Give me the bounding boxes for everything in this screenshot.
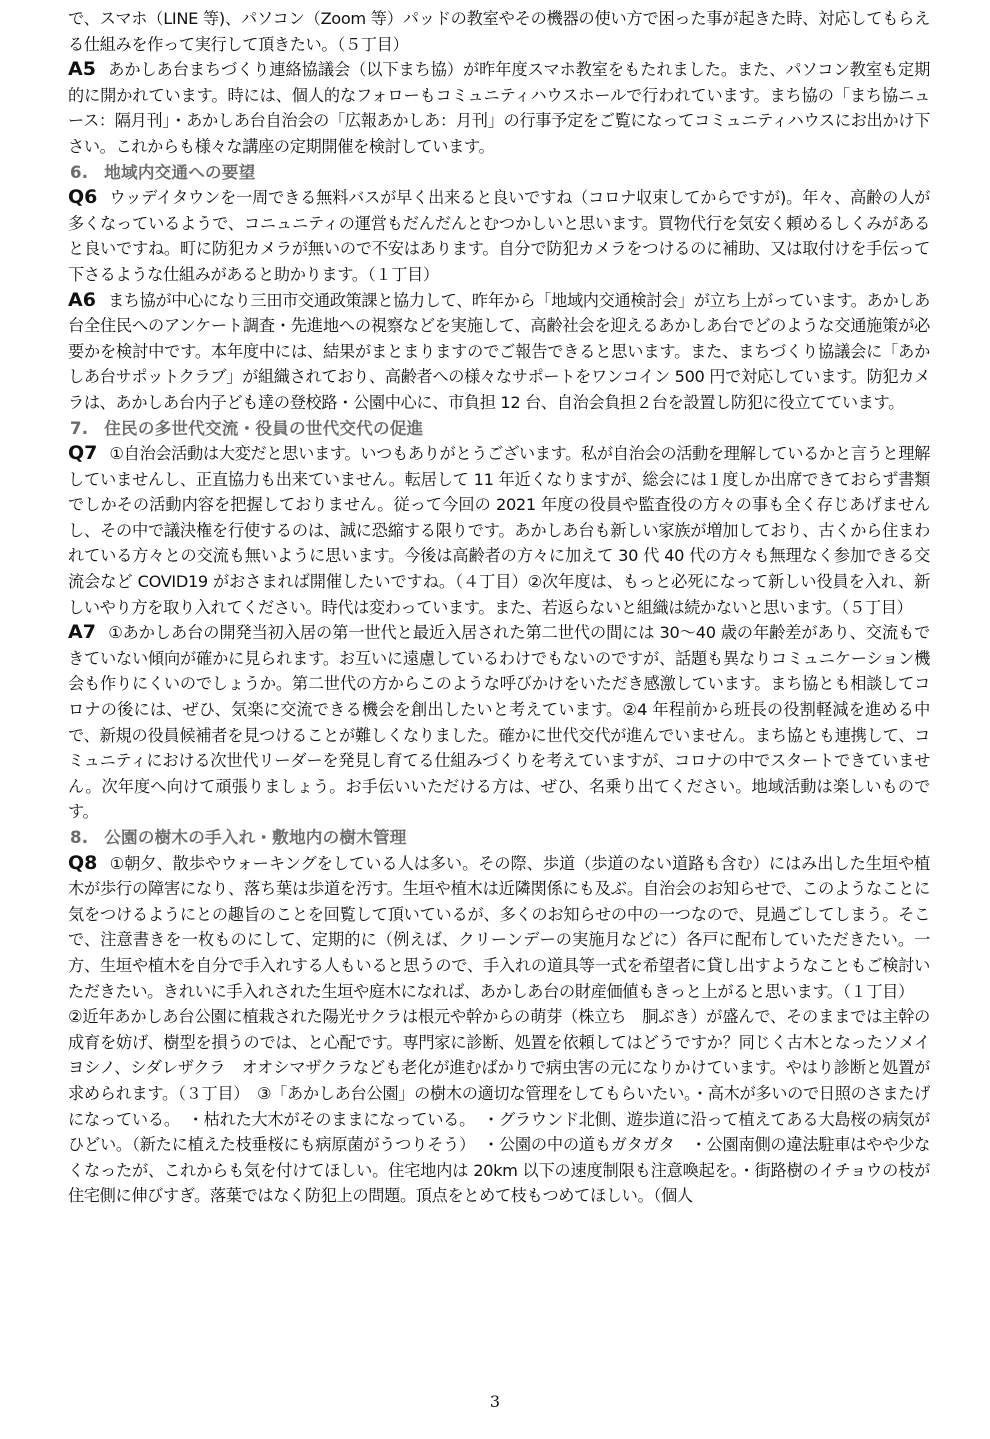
- answer-text: まち協が中心になり三田市交通政策課と協力して、昨年から「地域内交通検討会」が立ち上がっています。あかしあ台全住民へのアンケート調査・先進地への視察などを実施して、高齢社会を迎えるあかしあ台でどのような交通施策が必要かを検討中です。本年度中には、結果がまとまりますのでご報告できると思います。また、まちづくり協議会に「あかしあ台サポットクラブ」が組織されており、高齢者への様々なサポートをワンコイン 500 円で対応しています。防犯カメラは、あかしあ台内子ども達の登校路・公園中心に、市負担 12 台、自治会負担２台を設置し防犯に役立てています。: [68, 290, 930, 412]
- answer-label: A5: [68, 58, 96, 81]
- document-body: [68, 6, 930, 1209]
- answer-text: ①あかしあ台の開発当初入居の第一世代と最近入居された第二世代の間には 30〜40 歳の年齢差があり、交流もできていない傾向が確かに見られます。お互いに遠慮しているわけでもないのですが、話題も異なりコミュニケーション機会も作りにくいのでしょうか。第二世代の方からこのような呼びかけをいただき感激しています。まち協とも相談してコロナの後には、ぜひ、気楽に交流できる機会を創出したいと考えています。②4 年程前から班長の役割軽減を進める中で、新規の役員候補者を見つけることが難しくなりました。確かに世代交代が進んでいません。まち協とも連携して、コミュニティにおける次世代リーダーを発見し育てる仕組みづくりを考えていますが、コロナの中でスタートできていません。次年度へ向けて頑張りましょう。お手伝いいただける方は、ぜひ、名乗り出てください。地域活動は楽しいものです。: [68, 623, 930, 822]
- question-q8: [68, 851, 930, 1005]
- section-number: 7.: [70, 418, 89, 438]
- section-number: 6.: [70, 162, 89, 182]
- question-text: ①自治会活動は大変だと思います。いつもありがとうございます。私が自治会の活動を理解しているかと言うと理解していませんし、正直協力も出来ていません。転居して 11 年近くなりますが、総会には１度しか出席できておらず書類でしかその活動内容を把握しておりません。従って今回の 2021 年度の役員や監査役の方々の事も全く存じあげませんし、その中で議決権を行使するのは、誠に恐縮する限りです。あかしあ台も新しい家族が増加しており、古くから住まわれている方々との交流も無いように思います。今後は高齢者の方々に加えて 30 代 40 代の方々も無理なく参加できる交流会など COVID19 がおさまれば開催したいですね。（４丁目）②次年度は、もっと必死になって新しい役員を入れ、新しいやり方を取り入れてください。時代は変わっています。また、若返らないと組織は続かないと思います。（５丁目）: [68, 444, 930, 617]
- question-label: Q7: [68, 442, 98, 465]
- answer-text: あかしあ台まちづくり連絡協議会（以下まち協）が昨年度スマホ教室をもたれました。また、パソコン教室も定期的に開かれています。時には、個人的なフォローもコミュニティハウスホールで行われています。まち協の「まち協ニュース：隔月刊」・あかしあ台自治会の「広報あかしあ：月刊」の行事予定をご覧になってコミュニティハウスにお出かけ下さい。これからも様々な講座の定期開催を検討しています。: [68, 60, 930, 156]
- page-number: 3: [489, 1392, 501, 1411]
- answer-a6: [68, 288, 930, 416]
- question-q6: [68, 185, 930, 287]
- answer-label: A7: [68, 621, 96, 644]
- section-heading-7: [70, 416, 930, 442]
- section-heading-8: [70, 825, 930, 851]
- answer-label: A6: [68, 288, 96, 311]
- section-title: 地域内交通への要望: [104, 162, 256, 182]
- question-q7: [68, 441, 930, 620]
- section-title: 公園の樹木の手入れ・敷地内の樹木管理: [104, 828, 407, 847]
- section-title: 住民の多世代交流・役員の世代交代の促進: [104, 418, 424, 438]
- answer-a5: [68, 57, 930, 159]
- question-q8-continued: ②近年あかしあ台公園に植栽された陽光サクラは根元や幹からの萌芽（株立ち 胴ぶき）が盛んで、そのままでは主幹の成育を妨げ、樹型を損うのでは、と心配です。専門家に診断、処置を依頼してはどうですか？同じく古木となったソメイヨシノ、シダレザクラ オオシマザクラなども老化が進むばかりで病虫害の元になりかけています。やはり診断と処置が求められます。（３丁目） ③「あかしあ台公園」の樹木の適切な管理をしてもらいたい。・高木が多いので日照のさまたげになっている。 ・枯れた大木がそのままになっている。 ・グラウンド北側、遊歩道に沿って植えてある大島桜の病気がひどい。（新たに植えた枝垂桜にも病原菌がうつりそう） ・公園の中の道もガタガタ ・公園南側の違法駐車はやや少なくなったが、これからも気を付けてほしい。住宅地内は 20km 以下の速度制限も注意喚起を。・街路樹のイチョウの枝が住宅側に伸びすぎ。落葉ではなく防犯上の問題。頂点をとめて枝もつめてほしい。（個人: [68, 1007, 930, 1206]
- section-number: 8.: [70, 828, 89, 847]
- answer-a7: [68, 620, 930, 825]
- question-text: ①朝夕、散歩やウォーキングをしている人は多い。その際、歩道（歩道のない道路も含む）にはみ出した生垣や植木が歩行の障害になり、落ち葉は歩道を汚す。生垣や植木は近隣関係にも及ぶ。自治会のお知らせで、このようなことに気をつけるようにとの趣旨のことを回覧して頂いているが、多くのお知らせの中の一つなので、見過ごしてしまう。そこで、注意書きを一枚ものにして、定期的に（例えば、クリーンデーの実施月などに）各戸に配布していただきたい。一方、生垣や植木を自分で手入れする人もいると思うので、手入れの道具等一式を希望者に貸し出すようなこともご検討いただきたい。きれいに手入れされた生垣や庭木になれば、あかしあ台の財産価値もきっと上がると思います。（１丁目）: [68, 853, 930, 1001]
- question-label: Q6: [68, 186, 98, 209]
- lead-paragraph: で、スマホ（LINE 等)、パソコン（Zoom 等）パッドの教室やその機器の使い方で困った事が起きた時、対応してもらえる仕組みを作って実行して頂きたい。（５丁目）: [68, 9, 930, 54]
- question-text: ウッデイタウンを一周できる無料バスが早く出来ると良いですね（コロナ収束してからですが)。年々、高齢の人が多くなっているようで、コニュニティの運営もだんだんとむつかしいと思います。買物代行を気安く頼めるしくみがあると良いですね。町に防犯カメラが無いので不安はあります。自分で防犯カメラをつけるのに補助、又は取付けを手伝って下さるような仕組みがあると助かります。（１丁目）: [68, 188, 930, 284]
- section-heading-6: [70, 160, 930, 186]
- question-label: Q8: [68, 851, 98, 874]
